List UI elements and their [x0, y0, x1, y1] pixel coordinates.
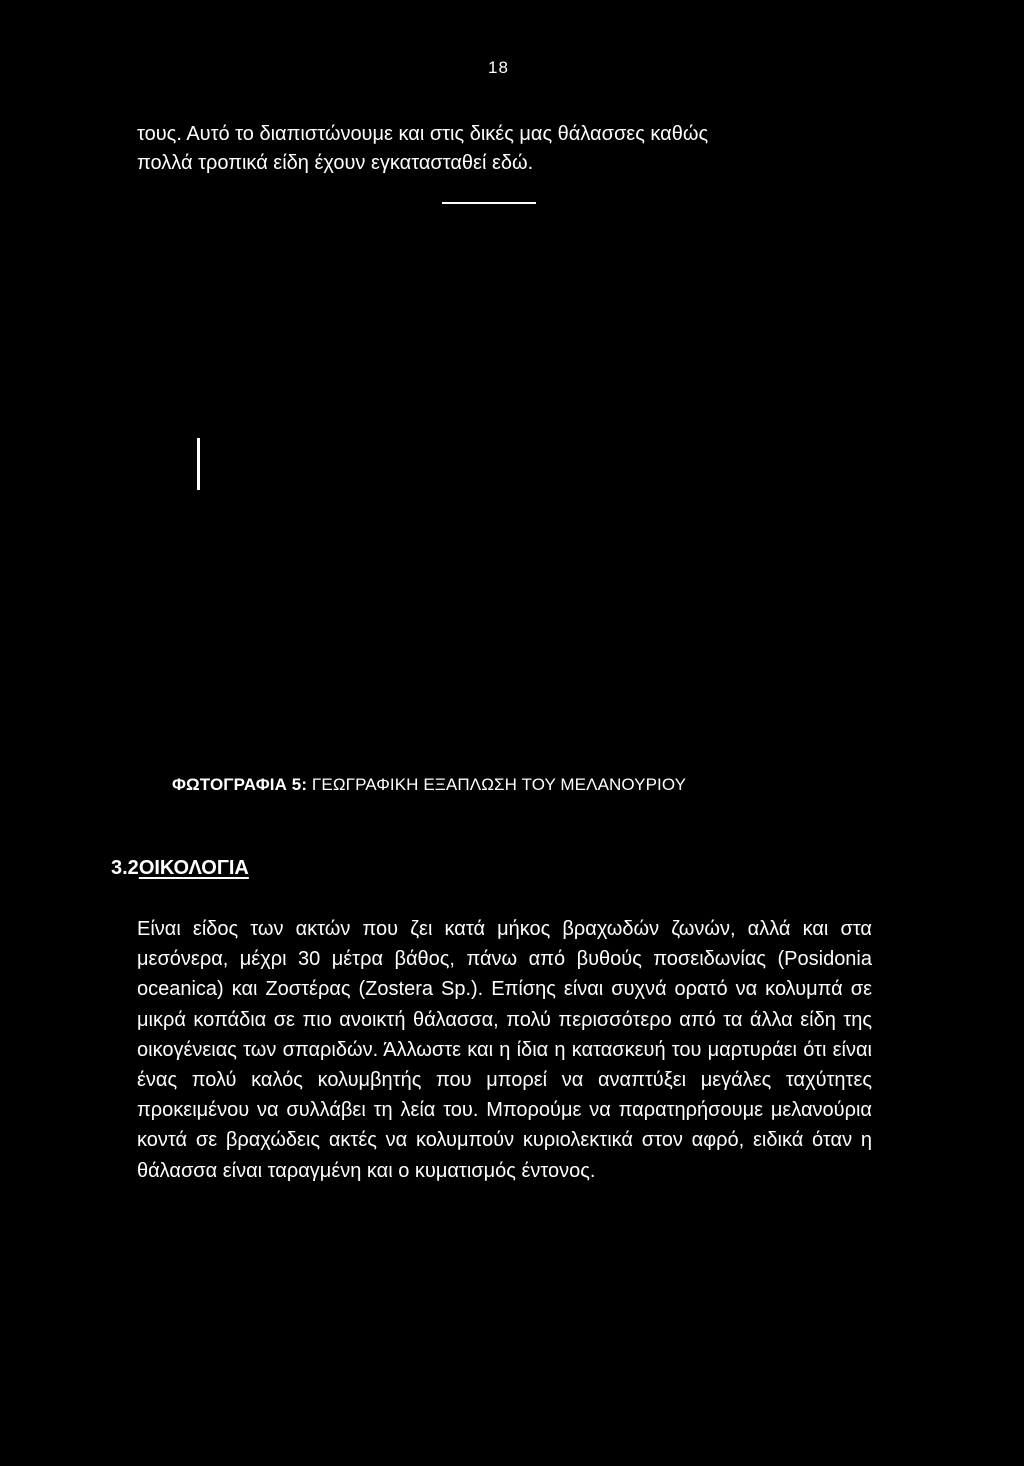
caption-text: ΓΕΩΓΡΑΦΙΚΗ ΕΞΑΠΛΩΣΗ ΤΟΥ ΜΕΛΑΝΟΥΡΙΟΥ — [311, 775, 687, 794]
body-paragraph: Είναι είδος των ακτών που ζει κατά μήκος βραχωδών ζωνών, αλλά και στα μεσόνερα, μέχρι 30 μέτρα βάθος, πάνω από βυθούς ποσειδωνίας (Posidonia oceanica) και Ζοστέρας (Zostera Sp.). Επίσης είναι συχνά ορατό να κολυμπά σε μικρά κοπάδια σε πιο ανοικτή θάλασσα, πολύ περισσότερο από τα άλλα είδη της οικογένειας των σπαριδών. Άλλωστε και η ίδια η κατασκευή του μαρτυράει ότι είναι ένας πολύ καλός κολυμβητής που μπορεί να αναπτύξει μεγάλες ταχύτητες προκειμένου να συλλάβει τη λεία του. Μπορούμε να παρατηρήσουμε μελανούρια κοντά σε βραχώδεις ακτές να κολυμπούν κυριολεκτικά στον αφρό, ειδικά όταν η θάλασσα είναι ταραγμένη και ο κυματισμός έντονος. — [137, 918, 872, 1182]
intro-line: πολλά τροπικά είδη έχουν εγκατασταθεί εδώ. — [137, 152, 534, 174]
section-number: 3.2 — [111, 857, 139, 879]
photo-caption — [172, 775, 686, 795]
photo-fragment-bar — [197, 438, 200, 490]
section-heading — [111, 857, 249, 880]
section-title: ΟΙΚΟΛΟΓΙΑ — [138, 857, 249, 879]
intro-line: τους. Αυτό το διαπιστώνουμε και στις δικές μας θάλασσες καθώς — [137, 123, 709, 145]
page-number: 18 — [488, 58, 509, 77]
intro-text — [137, 120, 872, 178]
caption-label: ΦΩΤΟΓΡΑΦΙΑ 5: — [172, 775, 308, 794]
photo-fragment-line — [442, 202, 536, 204]
